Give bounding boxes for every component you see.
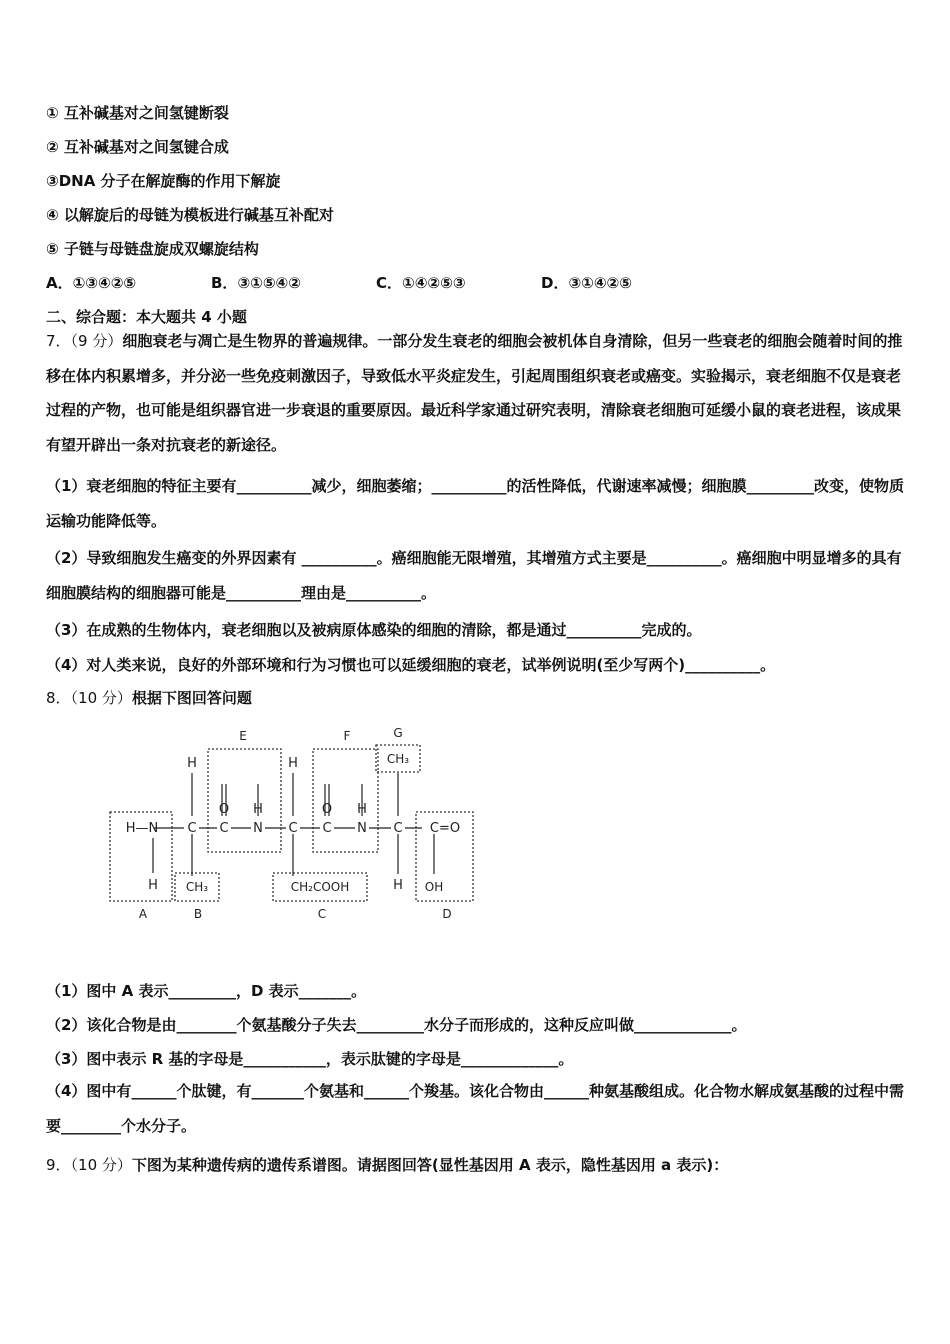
box-e (208, 749, 281, 852)
section-title: 二、综合题：本大题共 4 小题 (46, 308, 247, 326)
svg-text:H: H (357, 802, 367, 817)
q9-intro: 9．（10 分）下图为某种遗传病的遗传系谱图。请据图回答(显性基因用 A 表示，隐性基因用 a 表示)： (46, 1156, 729, 1174)
step-4: ④ 以解旋后的母链为模板进行碱基互补配对 (46, 206, 334, 224)
q7-part-3: （3）在成熟的生物体内，衰老细胞以及被病原体感染的细胞的清除，都是通过__________完成的。 (46, 621, 702, 639)
svg-text:O: O (321, 802, 333, 817)
svg-text:N: N (357, 821, 367, 836)
group-c-label: CH₂COOH (290, 880, 350, 894)
svg-text:O: O (218, 802, 230, 817)
svg-text:H: H (288, 756, 298, 771)
answer-options (46, 273, 632, 293)
svg-text:C: C (322, 821, 332, 836)
svg-text:C: C (393, 821, 403, 836)
option-b[interactable]: B．③①⑤④② (211, 274, 301, 292)
label-g: G (393, 726, 403, 740)
step-3: ③DNA 分子在解旋酶的作用下解旋 (46, 172, 281, 190)
group-g-label: CH₃ (386, 752, 410, 766)
q8-part-2: （2）该化合物是由________个氨基酸分子失去_________水分子而形成的，这种反应叫做_____________。 (46, 1016, 747, 1034)
group-b-label: CH₃ (185, 880, 209, 894)
q8-part-1: （1）图中 A 表示_________，D 表示_______。 (46, 982, 367, 1000)
svg-text:C: C (288, 821, 298, 836)
svg-text:H: H (393, 878, 403, 893)
q8-part-4: （4）图中有______个肽键，有_______个氨基和______个羧基。该化合物由______种氨基酸组成。化合物水解成氨基酸的过程中需要________个水分子。 (46, 1082, 904, 1135)
step-5: ⑤ 子链与母链盘旋成双螺旋结构 (46, 240, 259, 258)
q8-part-3: （3）图中表示 R 基的字母是___________，表示肽键的字母是_____________。 (46, 1050, 574, 1068)
group-d-oh-label: OH (424, 880, 444, 894)
q7-part-4: （4）对人类来说，良好的外部环境和行为习惯也可以延缓细胞的衰老，试举例说明(至少写两个)__________。 (46, 656, 776, 674)
group-d-label: C=O (429, 821, 461, 836)
step-2: ② 互补碱基对之间氢键合成 (46, 138, 229, 156)
label-c: C (317, 907, 327, 921)
svg-text:H: H (253, 802, 263, 817)
svg-text:C: C (219, 821, 229, 836)
option-d[interactable]: D．③①④②⑤ (541, 274, 632, 292)
svg-text:N: N (253, 821, 263, 836)
q7-part-1: （1）衰老细胞的特征主要有__________减少，细胞萎缩；__________的活性降低，代谢速率减慢；细胞膜_________改变，使物质运输功能降低等。 (46, 477, 904, 530)
label-a: A (138, 907, 148, 921)
group-a-label: H—N (125, 821, 159, 836)
q8-intro: 8．（10 分）根据下图回答问题 (46, 689, 252, 707)
label-d: D (442, 907, 452, 921)
label-b: B (193, 907, 203, 921)
label-f: F (343, 729, 351, 743)
svg-text:C: C (187, 821, 197, 836)
q7-intro: 7．（9 分）细胞衰老与凋亡是生物界的普遍规律。一部分发生衰老的细胞会被机体自身清除，但另一些衰老的细胞会随着时间的推移在体内积累增多，并分泌一些免疫刺激因子，导致低水平炎症发生，引起周围组织衰老或癌变。实验揭示，衰老细胞不仅是衰老过程的产物，也可能是组织器官进一步衰退的重要原因。最近科学家通过研究表明，清除衰老细胞可延缓小鼠的衰老进程，该成果有望开辟出一条对抗衰老的新途径。 (46, 332, 903, 454)
box-f (313, 749, 378, 852)
label-e: E (239, 729, 247, 743)
svg-text:H: H (187, 756, 197, 771)
q7-part-2: （2）导致细胞发生癌变的外界因素有 __________。癌细胞能无限增殖，其增殖方式主要是__________。癌细胞中明显增多的具有细胞膜结构的细胞器可能是__________理由是__________。 (46, 549, 902, 602)
option-c[interactable]: C．①④②⑤③ (376, 274, 466, 292)
option-a[interactable]: A．①③④②⑤ (46, 274, 137, 292)
svg-text:H: H (148, 878, 158, 893)
step-1: ① 互补碱基对之间氢键断裂 (46, 104, 229, 122)
peptide-structure-diagram (100, 718, 500, 928)
